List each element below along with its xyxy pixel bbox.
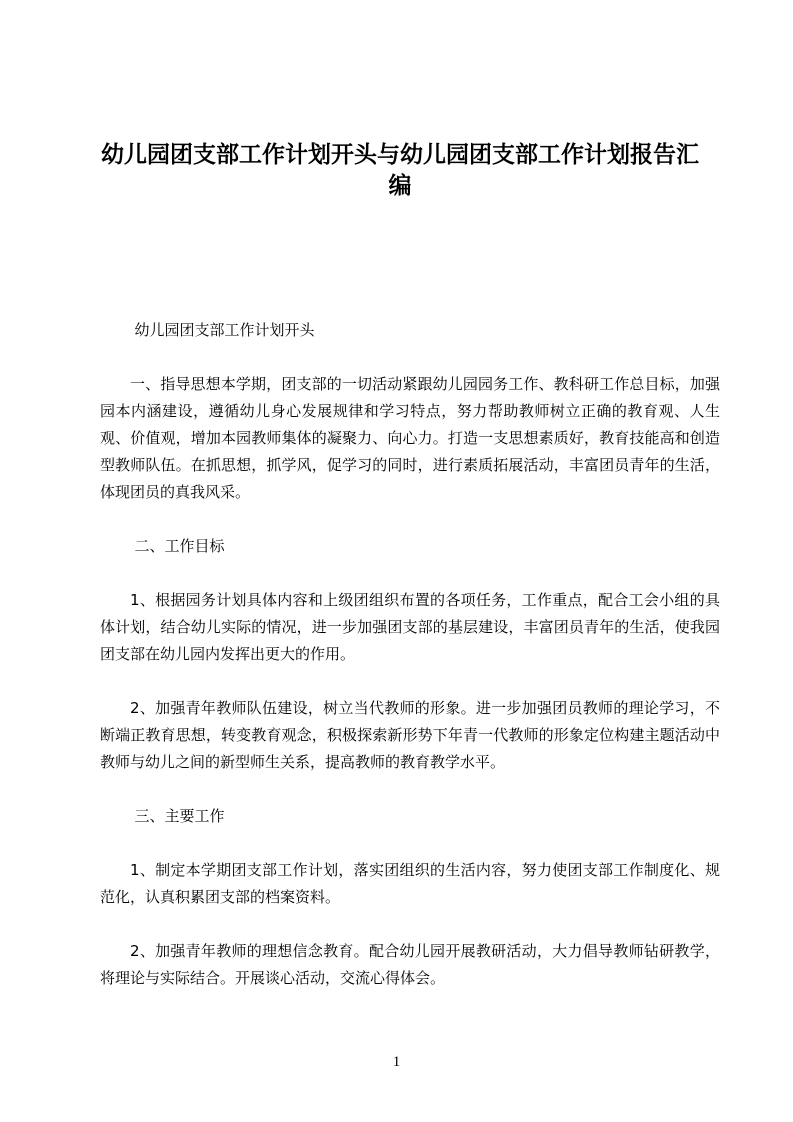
paragraph-goal-2: 2、加强青年教师队伍建设，树立当代教师的形象。进一步加强团员教师的理论学习，不断端正教育思想，转变教育观念，积极探索新形势下年青一代教师的形象定位构建主题活动中教师与幼儿之间的新型师生关系，提高教师的教育教学水平。 xyxy=(100,699,720,771)
paragraph-guiding-ideology: 一、指导思想本学期，团支部的一切活动紧跟幼儿园园务工作、教科研工作总目标，加强园本内涵建设，遵循幼儿身心发展规律和学习特点，努力帮助教师树立正确的教育观、人生观、价值观，增加本园教师集体的凝聚力、向心力。打造一支思想素质好，教育技能高和创造型教师队伍。在抓思想，抓学风，促学习的同时，进行素质拓展活动，丰富团员青年的生活，体现团员的真我风采。 xyxy=(100,375,720,501)
document-body xyxy=(100,317,720,1019)
page-number: 1 xyxy=(392,1054,401,1070)
heading-main-work: 三、主要工作 xyxy=(134,807,225,825)
document-title: 幼儿园团支部工作计划开头与幼儿园团支部工作计划报告汇编 xyxy=(101,142,699,199)
section-heading: 幼儿园团支部工作计划开头 xyxy=(134,321,315,339)
paragraph-goal-1: 1、根据园务计划具体内容和上级团组织布置的各项任务，工作重点，配合工会小组的具体计划，结合幼儿实际的情况，进一步加强团支部的基层建设，丰富团员青年的生活，使我园团支部在幼儿园内发挥出更大的作用。 xyxy=(100,591,720,663)
paragraph-work-1: 1、制定本学期团支部工作计划，落实团组织的生活内容，努力使团支部工作制度化、规范化，认真积累团支部的档案资料。 xyxy=(100,861,720,906)
heading-work-goals: 二、工作目标 xyxy=(134,537,225,555)
paragraph-work-2: 2、加强青年教师的理想信念教育。配合幼儿园开展教研活动，大力倡导教师钻研教学，将理论与实际结合。开展谈心活动，交流心得体会。 xyxy=(100,942,720,987)
